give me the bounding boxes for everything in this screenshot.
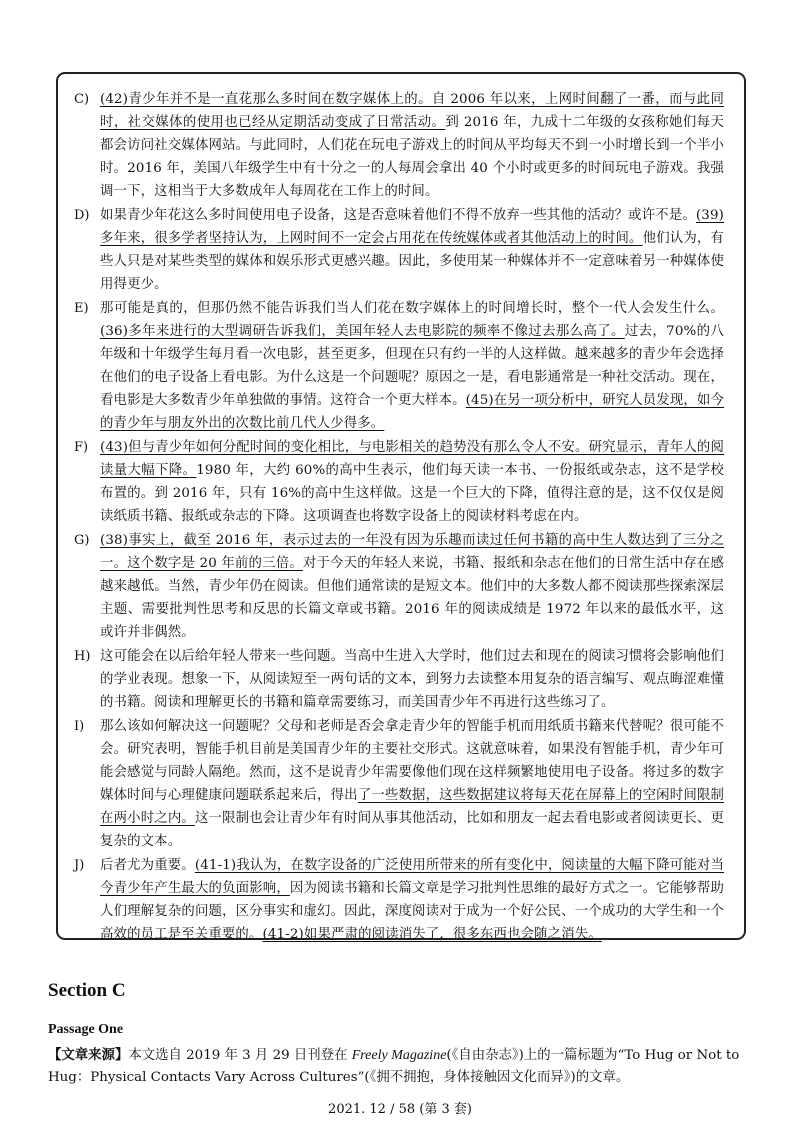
text-span: 因为阅读书籍和长篇文章是学习批判性思维的最好方式之一。它能够帮助人们理解复杂的问题，区分事实和虚幻。因此，深度阅读对于成为一个好公民、一个成功的大学生和一个高效的员工是至关重要的。 [100, 881, 724, 942]
paragraph-text [100, 645, 724, 714]
paragraph-text [100, 715, 724, 853]
paragraph-label: C) [74, 92, 90, 107]
underlined-answer-span: (39)多年来，很多学者坚持认为，上网时间不一定会占用花在传统媒体或者其他活动上的时间。 [100, 208, 724, 246]
paragraph-label: J) [74, 858, 85, 873]
paragraph-text [100, 529, 724, 644]
paragraph [74, 529, 724, 644]
underlined-answer-span: (41-2)如果严肃的阅读消失了，很多东西也会随之消失。 [262, 927, 602, 942]
underlined-answer-span: (41-1)我认为，在数字设备的广泛使用所带来的所有变化中，阅读量的大幅下降可能对当今青少年产生最大的负面影响， [100, 858, 724, 896]
source-text-2: (《自由杂志》)上的一篇标题为“To Hug or Not to Hug：Physical Contacts Vary Across Cultures”(《拥不拥抱，身体接触因文化而异》)的文章。 [48, 1048, 740, 1085]
paragraph [74, 436, 724, 528]
paragraph-text [100, 854, 724, 946]
text-span: 到 2016 年，九成十二年级的女孩称她们每天都会访问社交媒体网站。与此同时，人们花在玩电子游戏上的时间从平均每天不到一小时增长到一个半小时。2016 年，美国八年级学生中有十分之一的人每周会拿出 40 个小时或更多的时间玩电子游戏。我强调一下，这相当于大多数成年人每周花在工作上的时间。 [100, 115, 724, 199]
underlined-answer-span: (36)多年来进行的大型调研告诉我们，美国年轻人去电影院的频率不像过去那么高了。 [100, 324, 625, 339]
paragraph-label: E) [74, 301, 89, 316]
passage-title: Passage One [48, 1022, 124, 1037]
text-span: 后者尤为重要。 [100, 858, 195, 873]
paragraph-text [100, 297, 724, 435]
paragraph [74, 88, 724, 203]
underlined-answer-span: (38)事实上，截至 2016 年，表示过去的一年没有因为乐趣而读过任何书籍的高中生人数达到了三分之一。这个数字是 20 年前的三倍。 [100, 533, 724, 571]
paragraph-label: F) [74, 440, 89, 455]
source-note [48, 1044, 760, 1089]
source-tag: 【文章来源】 [48, 1047, 129, 1063]
text-span: 过去，70%的八年级和十年级学生每月看一次电影，甚至更多，但现在只有约一半的人这样做。越来越多的青少年会选择在他们的电子设备上看电影。为什么这是一个问题呢？原因之一是，看电影通常是一种社交活动。现在，看电影是大多数青少年单独做的事情。这符合一个更大样本。 [100, 324, 724, 408]
text-span: 他们认为，有些人只是对某些类型的媒体和娱乐形式更感兴趣。因此，多使用某一种媒体并不一定意味着另一种媒体使用得更少。 [100, 231, 724, 292]
source-magazine: Freely Magazine [351, 1048, 447, 1063]
text-span: 这可能会在以后给年轻人带来一些问题。当高中生进入大学时，他们过去和现在的阅读习惯将会影响他们的学业表现。想象一下，从阅读短至一两句话的文本，到努力去读整本用复杂的语言编写、观点晦涩难懂的书籍。阅读和理解更长的书籍和篇章需要练习，而美国青少年不再进行这些练习了。 [100, 649, 724, 710]
underlined-answer-span: (42)青少年并不是一直花那么多时间在数字媒体上的。自 2006 年以来，上网时间翻了一番，而与此同时，社交媒体的使用也已经从定期活动变成了日常活动。 [100, 92, 724, 130]
paragraph-text [100, 204, 724, 296]
paragraph [74, 715, 724, 853]
text-span: 这一限制也会让青少年有时间从事其他活动，比如和朋友一起去看电影或者阅读更长、更复杂的文本。 [100, 811, 724, 849]
paragraph-label: I) [74, 719, 85, 734]
paragraph-text [100, 436, 724, 528]
text-span: 那可能是真的，但那仍然不能告诉我们当人们花在数字媒体上的时间增长时，整个一代人会发生什么。 [100, 301, 724, 316]
text-span: 对于今天的年轻人来说，书籍、报纸和杂志在他们的日常生活中存在感越来越低。当然，青少年仍在阅读。但他们通常读的是短文本。他们中的大多数人都不阅读那些探索深层主题、需要批判性思考和反思的长篇文章或书籍。2016 年的阅读成绩是 1972 年以来的最低水平，这或许并非偶然。 [100, 556, 724, 640]
underlined-answer-span: 了一些数据，这些数据建议将每天花在屏幕上的空闲时间限制在两小时之内。 [100, 788, 724, 826]
paragraph-label: H) [74, 649, 91, 664]
text-span: 如果青少年花这么多时间使用电子设备，这是否意味着他们不得不放弃一些其他的活动？或许不是。 [100, 208, 696, 223]
paragraph [74, 204, 724, 296]
paragraph [74, 297, 724, 435]
underlined-answer-span: (45)在另一项分析中，研究人员发现，如今的青少年与朋友外出的次数比前几代人少得多。 [100, 393, 724, 431]
page-footer: 2021. 12 / 58 (第 3 套) [328, 1102, 472, 1117]
paragraph-label: D) [74, 208, 90, 223]
paragraph [74, 854, 724, 946]
article-frame [56, 72, 746, 940]
text-span: 那么该如何解决这一问题呢？父母和老师是否会拿走青少年的智能手机而用纸质书籍来代替呢？很可能不会。研究表明，智能手机目前是美国青少年的主要社交形式。这就意味着，如果没有智能手机，青少年可能会感觉与同龄人隔绝。然而，这不是说青少年需要像他们现在这样频繁地使用电子设备。将过多的数字媒体时间与心理健康问题联系起来后，得出 [100, 719, 724, 803]
source-text-1: 本文选自 2019 年 3 月 29 日刊登在 [128, 1048, 352, 1063]
underlined-answer-span: (43)但与青少年如何分配时间的变化相比，与电影相关的趋势没有那么令人不安。研究显示，青年人的阅读量大幅下降。 [100, 440, 724, 478]
paragraph-text [100, 88, 724, 203]
paragraph [74, 645, 724, 714]
paragraph-label: G) [74, 533, 90, 548]
text-span: 1980 年，大约 60%的高中生表示，他们每天读一本书、一份报纸或杂志，这不是学校布置的。到 2016 年，只有 16%的高中生这样做。这是一个巨大的下降，值得注意的是，这不仅仅是阅读纸质书籍、报纸或杂志的下降。这项调查也将数字设备上的阅读材料考虑在内。 [100, 463, 724, 524]
section-title: Section C [48, 980, 126, 1001]
